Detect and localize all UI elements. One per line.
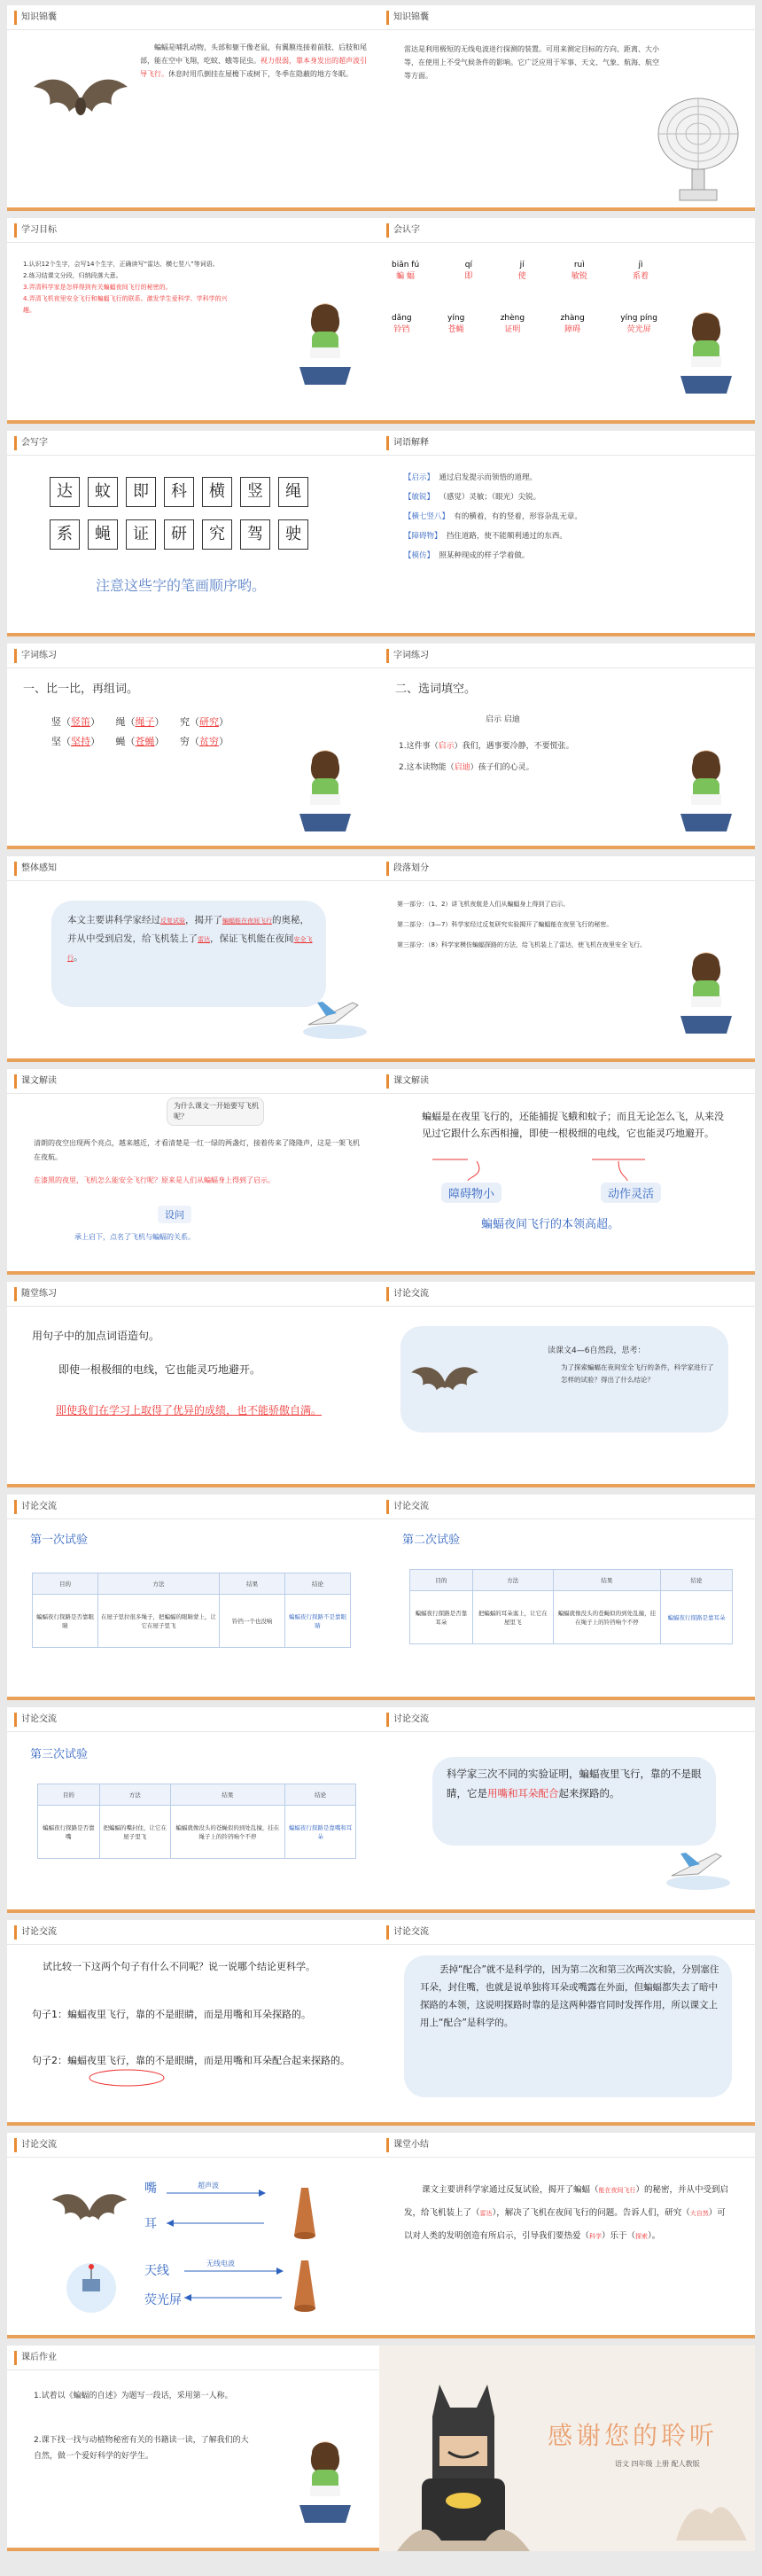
sentence-2: 句子2：蝙蝠夜里飞行，靠的不是眼睛，而是用嘴和耳朵配合起来探路的。 bbox=[32, 2055, 350, 2066]
char-box: 蝇 bbox=[88, 519, 118, 550]
pinyin: jì bbox=[638, 261, 643, 269]
bat-tail-text: 休息时用爪倒挂在屋檐下或树下，冬季在隐蔽的地方冬眠。 bbox=[168, 70, 353, 78]
slide-recognize-chars bbox=[379, 218, 755, 424]
paragraph-part: 第三部分：（8）科学家模仿蝙蝠探路的方法，给飞机装上了雷达，使飞机在夜里安全飞行。 bbox=[397, 941, 646, 948]
slide-title: 讨论交流 bbox=[21, 1714, 57, 1724]
example-sentence: 即使一根极细的电线，它也能灵巧地避开。 bbox=[58, 1363, 261, 1376]
slide-title: 知识锦囊 bbox=[21, 12, 57, 22]
experiment-table: 目的 方法 结果 结论 蝙蝠夜行探路是否靠耳朵 把蝙蝠的耳朵塞上，让它在屋里飞 蝙蝠就像没头的苍蝇似的到处乱撞，挂在绳子上的铃铛响个不停 蝙蝠夜行探路是靠耳朵 bbox=[409, 1569, 733, 1644]
slide-learning-goals bbox=[7, 218, 383, 424]
slide-knowledge-radar bbox=[379, 5, 755, 211]
question-bubble: 为什么课文一开始要写飞机呢？ bbox=[174, 1102, 259, 1120]
char-box: 驾 bbox=[240, 519, 270, 550]
slide-title: 学习目标 bbox=[21, 225, 57, 235]
pinyin: dǎng bbox=[392, 314, 412, 323]
girl-reading-icon bbox=[672, 743, 741, 836]
label-antenna: 天线 bbox=[144, 2264, 169, 2278]
pinyin: qí bbox=[464, 261, 472, 269]
practice-heading: 一、比一比，再组词。 bbox=[23, 683, 139, 696]
label-sonic: 超声波 bbox=[198, 2182, 219, 2190]
answer-tag: 设问 bbox=[158, 1206, 191, 1223]
arrow-icon bbox=[167, 2188, 273, 2232]
summary-text: 课文主要讲科学家通过反复试验，揭开了蝙蝠（ bbox=[422, 2185, 599, 2195]
tag-obstacle: 障碍物小 bbox=[441, 1183, 502, 1203]
char-box: 即 bbox=[126, 477, 156, 507]
char-box: 研 bbox=[164, 519, 194, 550]
options: 启示 启迪 bbox=[486, 715, 520, 724]
sentence-1: 句子1：蝙蝠夜里飞行，靠的不是眼睛，而是用嘴和耳朵探路的。 bbox=[32, 2009, 311, 2020]
slide-paragraphs bbox=[379, 856, 755, 1062]
char-box: 科 bbox=[164, 477, 194, 507]
slide-experiment-2 bbox=[379, 1495, 755, 1700]
char-box: 蚊 bbox=[88, 477, 118, 507]
batman-toy-icon bbox=[397, 2381, 530, 2551]
underline-marks bbox=[415, 1158, 680, 1184]
experiment-title: 第三次试验 bbox=[30, 1748, 89, 1761]
pinyin: yíng bbox=[447, 314, 465, 323]
char-word: 使 bbox=[517, 272, 526, 281]
char-box: 横 bbox=[202, 477, 232, 507]
slide-summary: 课堂小结 课文主要讲科学家通过反复试验，揭开了蝙蝠（能在夜间飞行）的秘密，并从中受到启发，给飞机装上了（雷达），解决了飞机在夜间飞行的问题。告诉人们，研究（大自然）可以对人类的发明创造有所启示，引导我们要热爱（科学）乐于（探索）。 bbox=[379, 2133, 755, 2338]
conclusion-text: 科学家三次不同的实验证明，蝙蝠夜里飞行，靠的不是眼睛，它是 bbox=[447, 1768, 702, 1799]
reading-body: 清朗的夜空出现两个亮点，越来越近，才看清楚是一红一绿的两盏灯，接着传来了隆隆声，这是一架飞机在夜航。 bbox=[34, 1139, 360, 1161]
eggshell-icon bbox=[672, 2487, 751, 2549]
char-word: 铃铛 bbox=[393, 325, 410, 334]
char-box: 达 bbox=[50, 477, 80, 507]
slide-title: 段落划分 bbox=[393, 863, 429, 873]
char-box: 证 bbox=[126, 519, 156, 550]
meaning-row: 【模仿】 照某种现成的样子学着做。 bbox=[404, 551, 530, 560]
slide-experiment-1 bbox=[7, 1495, 383, 1700]
homework-item: 2.课下找一找与动植物秘密有关的书籍读一读，了解我们的大自然，做一个爱好科学的好学生。 bbox=[34, 2436, 249, 2461]
cone-icon bbox=[291, 2257, 317, 2314]
label-radio: 无线电波 bbox=[206, 2260, 235, 2268]
overview-text: 本文主要讲科学家经过 bbox=[67, 915, 160, 925]
fill-line: 2.这本读物能（启迪）孩子们的心灵。 bbox=[399, 763, 534, 772]
slide-title: 知识锦囊 bbox=[393, 12, 429, 22]
goal-item: 3.弄清科学家是怎样得到有关蝙蝠夜间飞行的秘密的。 bbox=[23, 284, 172, 291]
slide-title: 会写字 bbox=[21, 438, 48, 448]
reading-blue: 承上启下，点名了飞机与蝙蝠的关系。 bbox=[74, 1233, 195, 1241]
slide-title: 课文解读 bbox=[393, 1076, 429, 1086]
airplane-icon bbox=[663, 1840, 734, 1893]
paragraph-part: 第二部分：（3—7）科学家经过反复研究实验揭开了蝙蝠能在夜里飞行的秘密。 bbox=[397, 921, 613, 928]
slide-char-practice-2 bbox=[379, 644, 755, 849]
slide-title: 讨论交流 bbox=[393, 1927, 429, 1937]
slide-title: 课堂小结 bbox=[393, 2140, 429, 2150]
char-box: 系 bbox=[50, 519, 80, 550]
pair-row: 坚（坚持） 蝇（苍蝇） 穷（贫穷） bbox=[51, 736, 229, 747]
char-word: 敏锐 bbox=[571, 272, 587, 281]
arrow-icon bbox=[184, 2268, 291, 2303]
label-screen: 荧光屏 bbox=[144, 2293, 182, 2307]
slide-homework bbox=[7, 2346, 383, 2551]
paragraph-part: 第一部分：（1、2）讲飞机夜航是人们从蝙蝠身上得到了启示。 bbox=[397, 901, 570, 908]
practice-heading: 二、选词填空。 bbox=[395, 683, 477, 696]
slide-title: 讨论交流 bbox=[21, 2140, 57, 2150]
stroke-note: 注意这些字的笔画顺序哟。 bbox=[96, 577, 267, 594]
meaning-row: 【障碍物】 挡住道路，使不能顺利通过的东西。 bbox=[404, 532, 567, 541]
slide-title: 讨论交流 bbox=[21, 1927, 57, 1937]
slide-title: 字词练习 bbox=[21, 651, 57, 660]
meaning-row: 【启示】 通过启发提示而领悟的道理。 bbox=[404, 473, 537, 482]
girl-reading-icon bbox=[291, 743, 360, 836]
goal-item: 1.认识12个生字，会写14个生字，正确读写“雷达、横七竖八”等词语。 bbox=[23, 261, 219, 268]
slide-title: 讨论交流 bbox=[393, 1714, 429, 1724]
char-word: 苍蝇 bbox=[447, 325, 464, 334]
char-box: 究 bbox=[202, 519, 232, 550]
char-word: 障碍 bbox=[564, 325, 581, 334]
char-word: 即 bbox=[464, 272, 473, 281]
char-word: 证明 bbox=[504, 325, 521, 334]
pinyin: yíng píng bbox=[620, 314, 657, 323]
label-ear: 耳 bbox=[144, 2217, 157, 2231]
homework-item: 1.试着以《蝙蝠的自述》为题写一段话，采用第一人称。 bbox=[34, 2392, 233, 2400]
goal-item: 2.练习结课文分段，归纳段落大意。 bbox=[23, 272, 122, 279]
bat-icon bbox=[32, 69, 129, 131]
compare-question: 试比较一下这两个句子有什么不同呢？说一说哪个结论更科学。 bbox=[43, 1961, 315, 1972]
slide-exercise bbox=[7, 1282, 383, 1487]
slide-title: 整体感知 bbox=[21, 863, 57, 873]
slide-word-meanings bbox=[379, 431, 755, 636]
slide-bionics-diagram bbox=[7, 2133, 383, 2338]
label-mouth: 嘴 bbox=[144, 2182, 157, 2196]
bat-icon bbox=[409, 1360, 480, 1404]
discussion-body: 丢掉“配合”就不是科学的，因为第二次和第三次两次实验，分别塞住耳朵，封住嘴，也就是说单独将耳朵或嘴露在外面，但蝙蝠都失去了暗中探路的本领，这说明探路时靠的是这两种器官同时发挥作用，所以课文上用上“配合”是科学的。 bbox=[420, 1964, 719, 2028]
slide-title: 词语解释 bbox=[393, 438, 429, 448]
slide-discussion-1 bbox=[379, 1282, 755, 1487]
slide-write-chars bbox=[7, 431, 383, 636]
experiment-title: 第一次试验 bbox=[30, 1534, 89, 1547]
cone-icon bbox=[291, 2184, 317, 2241]
thanks-title: 感谢您的聆听 bbox=[548, 2421, 719, 2450]
summary-text: 蝙蝠夜间飞行的本领高超。 bbox=[481, 1218, 620, 1231]
goal-item: 4.弄清飞机夜里安全飞行和蝙蝠飞行的联系。激发学生爱科学、学科学的兴趣。 bbox=[23, 295, 228, 314]
char-box: 驶 bbox=[278, 519, 308, 550]
slide-title: 随堂练习 bbox=[21, 1289, 57, 1299]
exercise-question: 用句子中的加点词语造句。 bbox=[32, 1330, 160, 1342]
slide-title: 课文解读 bbox=[21, 1076, 57, 1086]
bat-body-text: 蝙蝠是哺乳动物，头部和躯干像老鼠，有翼膜连接着前肢、后肢和尾部，能在空中飞翔，吃蚊、蛾等昆虫。 bbox=[140, 43, 367, 65]
bat-icon bbox=[50, 2186, 129, 2236]
char-word: 蝙 蝠 bbox=[396, 272, 416, 281]
char-word: 荧光屏 bbox=[626, 325, 651, 334]
girl-reading-icon bbox=[291, 2434, 360, 2527]
meaning-row: 【敏锐】 （感觉）灵敏；（眼光）尖锐。 bbox=[404, 493, 541, 502]
slide-title: 讨论交流 bbox=[393, 1289, 429, 1299]
discussion-prompt: 读课文4—6自然段，思考： bbox=[548, 1347, 646, 1355]
thanks-subtitle: 语文 四年级 上册 配人教版 bbox=[615, 2460, 700, 2468]
char-box: 竖 bbox=[240, 477, 270, 507]
pinyin: zhàng bbox=[560, 314, 585, 323]
slide-discussion-why bbox=[379, 1920, 755, 2126]
slide-title: 字词练习 bbox=[393, 651, 429, 660]
char-word: 系着 bbox=[632, 272, 649, 281]
slide-overview: 整体感知 本文主要讲科学家经过反复试验，揭开了蝙蝠能在夜间飞行的奥秘，并从中受到启发，给飞机装上了雷达，保证飞机能在夜间安全飞行。 bbox=[7, 856, 383, 1062]
experiment-table: 目的 方法 结果 结论 蝙蝠夜行探路是否靠嘴 把蝙蝠的嘴封住，让它在屋子里飞 蝙蝠就像没头的苍蝇似的到处乱撞，挂在绳子上的铃铛响个不停 蝙蝠夜行探路是靠嘴和耳朵 bbox=[37, 1784, 356, 1859]
slide-title: 讨论交流 bbox=[393, 1502, 429, 1511]
slide-discussion-conclusion: 讨论交流 科学家三次不同的实验证明，蝙蝠夜里飞行，靠的不是眼睛，它是用嘴和耳朵配合起来探路的。 bbox=[379, 1707, 755, 1913]
reading-red: 在漆黑的夜里，飞机怎么能安全飞行呢？原来是人们从蝙蝠身上得到了启示。 bbox=[34, 1176, 275, 1184]
pinyin: jí bbox=[519, 261, 525, 269]
slide-knowledge-bat bbox=[7, 5, 383, 211]
girl-reading-icon bbox=[291, 296, 360, 389]
pinyin: ruì bbox=[573, 261, 585, 269]
char-box: 绳 bbox=[278, 477, 308, 507]
slide-char-practice-1 bbox=[7, 644, 383, 849]
pinyin: biān fú bbox=[392, 261, 420, 269]
slide-experiment-3 bbox=[7, 1707, 383, 1913]
radar-text: 雷达是利用极短的无线电波进行探测的装置。可用来测定目标的方向、距离、大小等，在使用上不受气候条件的影响。它广泛应用于军事、天文、气象、航海、航空等方面。 bbox=[404, 45, 659, 80]
exercise-answer: 即使我们在学习上取得了优异的成绩，也不能骄傲自满。 bbox=[56, 1404, 323, 1417]
experiment-title: 第二次试验 bbox=[402, 1534, 461, 1547]
tag-agility: 动作灵活 bbox=[601, 1183, 661, 1203]
experiment-table: 目的 方法 结果 结论 蝙蝠夜行探路是否靠眼睛 在屋子里拉很多绳子，把蝙蝠的眼睛蒙上，让它在屋子里飞 铃铛一个也没响 蝙蝠夜行探路不是靠眼睛 bbox=[32, 1573, 351, 1648]
fill-line: 1.这件事（启示）我们，遇事要冷静，不要慌张。 bbox=[399, 742, 574, 751]
reading-body: 蝙蝠是在夜里飞行的，还能捕捉飞蛾和蚊子；而且无论怎么飞，从来没见过它跟什么东西相撞，即使一根极细的电线，它也能灵巧地避开。 bbox=[422, 1111, 724, 1139]
pair-row: 竖（竖笛） 绳（绳子） 究（研究） bbox=[51, 716, 229, 728]
airplane-icon bbox=[299, 989, 370, 1042]
slide-title: 课后作业 bbox=[21, 2353, 57, 2362]
girl-reading-icon bbox=[672, 305, 741, 398]
slide-thanks bbox=[379, 2346, 755, 2551]
bat-red-text: 视力很弱，靠本身发出的超声波引导飞行。 bbox=[140, 57, 367, 78]
slide-reading-2 bbox=[379, 1069, 755, 1275]
radar-dish-icon bbox=[649, 94, 747, 205]
slide-reading-1 bbox=[7, 1069, 383, 1275]
discussion-question: 为了探索蝙蝠在夜间安全飞行的条件，科学家进行了怎样的试验？得出了什么结论？ bbox=[561, 1363, 714, 1384]
satellite-icon bbox=[56, 2252, 127, 2314]
slide-compare-sentences bbox=[7, 1920, 383, 2126]
slide-title: 会认字 bbox=[393, 225, 420, 235]
girl-reading-icon bbox=[672, 945, 741, 1038]
circle-mark bbox=[87, 2068, 167, 2088]
meaning-row: 【横七竖八】 有的横着，有的竖着，形容杂乱无章。 bbox=[404, 512, 582, 521]
pinyin: zhèng bbox=[500, 314, 525, 323]
slide-title: 讨论交流 bbox=[21, 1502, 57, 1511]
